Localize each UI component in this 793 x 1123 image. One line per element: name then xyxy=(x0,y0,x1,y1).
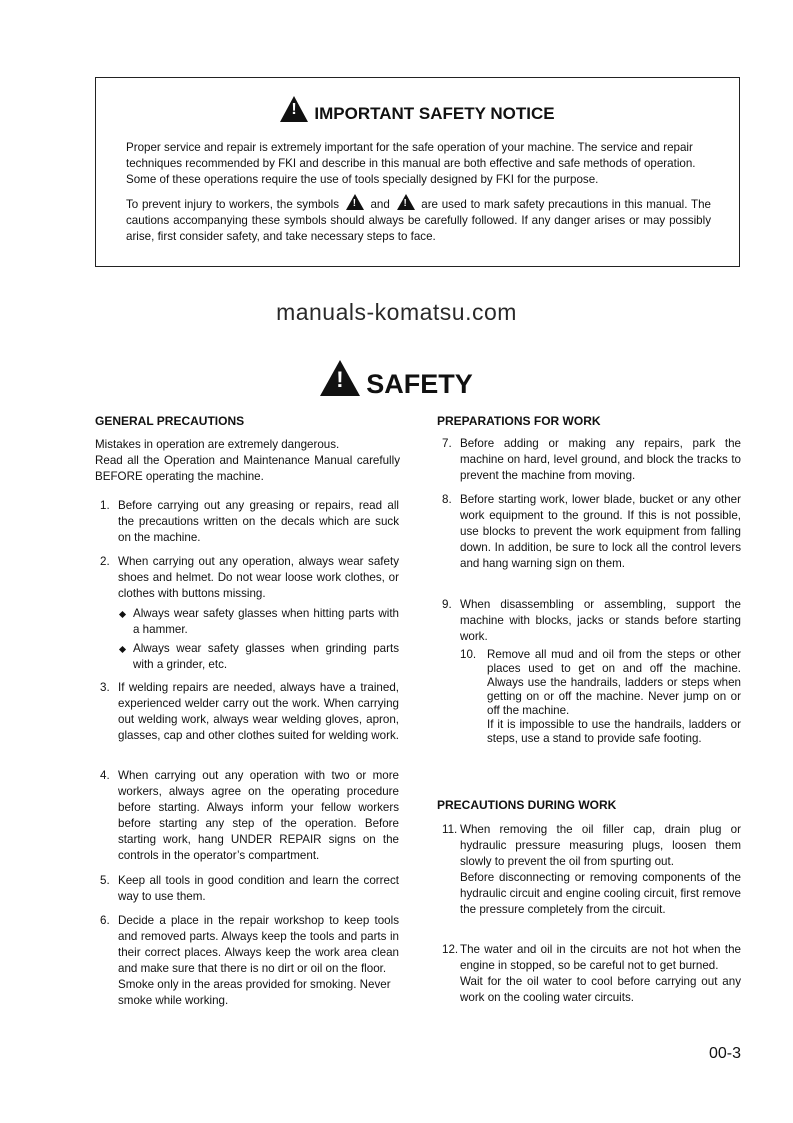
safety-title xyxy=(0,360,793,402)
item-text: When carrying out any operation with two or more workers, always agree on the operating procedure before starting. Always inform your fellow workers before starting any step of the operation. Before starting work, hang UNDER REPAIR signs on the controls in the operator’s compartment. xyxy=(118,769,399,862)
item-number: 11. xyxy=(442,823,458,836)
list-item xyxy=(442,822,741,918)
item-text: Decide a place in the repair workshop to keep tools and removed parts. Always keep the tools and parts in their correct places. Always keep the work area clean and make sure that there is no dirt or oil on the floor. xyxy=(118,914,399,975)
item-number: 4. xyxy=(100,769,110,782)
notice-title-text: IMPORTANT SAFETY NOTICE xyxy=(314,104,555,123)
warning-triangle-icon xyxy=(280,96,308,122)
item-number: 9. xyxy=(442,598,452,611)
item-number: 5. xyxy=(100,874,110,887)
list-item xyxy=(442,597,741,645)
item-number: 3. xyxy=(100,681,110,694)
bullet-text: Always wear safety glasses when grinding parts with a grinder, etc. xyxy=(133,642,399,671)
bullet-icon xyxy=(119,646,126,653)
item-number: 10. xyxy=(460,648,477,661)
notice-p2b: and xyxy=(370,198,390,211)
item-number: 2. xyxy=(100,555,110,568)
notice-p2c: are used to mark safety precautions in this manual. The cautions accompanying these symbols should always be carefully followed. If any danger arises or may possibly arise, first consider safety, and take necessary steps to face. xyxy=(126,198,711,243)
item-text: Remove all mud and oil from the steps or other places used to get on and off the machine. Always use the handrails, ladders or steps when getting on or off the machine. Never jump on or off the machine. xyxy=(487,648,741,717)
item-text: When removing the oil filler cap, drain plug or hydraulic pressure measuring plugs, loosen them slowly to prevent the oil from spurting out. xyxy=(460,823,741,868)
item-text: If welding repairs are needed, always have a trained, experienced welder carry out the work. When carrying out welding work, always wear welding gloves, apron, glasses, cap and other clothes suited for welding work. xyxy=(118,681,399,742)
list-item xyxy=(100,913,399,1009)
precautions-during-work-heading: PRECAUTIONS DURING WORK xyxy=(437,798,617,812)
list-item xyxy=(442,942,741,1006)
item-text-2: Before disconnecting or removing components of the hydraulic circuit and engine cooling circuit, first remove the pressure completely from the circuit. xyxy=(460,871,741,916)
page-number: 00-3 xyxy=(708,1045,741,1062)
general-intro xyxy=(95,437,400,485)
warning-triangle-icon xyxy=(320,360,360,396)
item-text-2: Smoke only in the areas provided for smoking. Never smoke while working. xyxy=(118,978,391,1007)
list-item xyxy=(100,554,399,602)
danger-symbol-icon xyxy=(397,194,415,210)
list-item xyxy=(100,768,399,864)
list-item xyxy=(100,498,399,546)
intro-line-2: Read all the Operation and Maintenance Manual carefully BEFORE operating the machine. xyxy=(95,454,400,483)
watermark: manuals-komatsu.com xyxy=(276,299,517,325)
list-item xyxy=(442,436,741,484)
list-item xyxy=(460,648,741,746)
safety-title-text: SAFETY xyxy=(366,369,473,399)
item-text: Before adding or making any repairs, park the machine on hard, level ground, and block the tracks to prevent the machine from moving. xyxy=(460,437,741,482)
item-number: 1. xyxy=(100,499,110,512)
intro-line-1: Mistakes in operation are extremely dangerous. xyxy=(95,438,340,451)
item-number: 8. xyxy=(442,493,452,506)
list-item xyxy=(100,680,399,744)
notice-title xyxy=(96,96,739,122)
bullet-item xyxy=(133,606,399,638)
item-text: Keep all tools in good condition and learn the correct way to use them. xyxy=(118,874,399,903)
item-text-2: Wait for the oil water to cool before carrying out any work on the cooling water circuits. xyxy=(460,975,741,1004)
notice-p2a: To prevent injury to workers, the symbols xyxy=(126,198,340,211)
bullet-text: Always wear safety glasses when hitting parts with a hammer. xyxy=(133,607,399,636)
warning-triangle-icon xyxy=(346,194,364,210)
item-text-2: If it is impossible to use the handrails, ladders or steps, use a stand to provide safe footing. xyxy=(487,718,741,745)
item-number: 12. xyxy=(442,943,459,956)
bullet-item xyxy=(133,641,399,673)
notice-paragraph-2 xyxy=(126,194,711,245)
bullet-icon xyxy=(119,611,126,618)
important-safety-notice-box xyxy=(95,77,740,267)
notice-paragraph-1: Proper service and repair is extremely important for the safe operation of your machine. The service and repair techniques recommended by FKI and describe in this manual are both effective and safe methods of operation. Some of these operations require the use of tools specially designed by FKI for the purpose. xyxy=(126,141,696,186)
item-text: Before starting work, lower blade, bucket or any other work equipment to the ground. If this is not possible, use blocks to prevent the work equipment from falling down. In addition, be sure to lock all the control levers and hang warning sign on them. xyxy=(460,493,741,570)
preparations-heading: PREPARATIONS FOR WORK xyxy=(437,414,601,428)
general-precautions-heading: GENERAL PRECAUTIONS xyxy=(95,414,245,428)
item-number: 6. xyxy=(100,914,110,927)
item-number: 7. xyxy=(442,437,452,450)
item-text: When carrying out any operation, always wear safety shoes and helmet. Do not wear loose work clothes, or clothes with buttons missing. xyxy=(118,555,399,600)
item-text: The water and oil in the circuits are not hot when the engine in stopped, so be careful not to get burned. xyxy=(460,943,741,972)
list-item xyxy=(442,492,741,572)
item-text: Before carrying out any greasing or repairs, read all the precautions written on the decals which are suck on the machine. xyxy=(118,499,399,544)
list-item xyxy=(100,873,399,905)
item-text: When disassembling or assembling, support the machine with blocks, jacks or stands before starting work. xyxy=(460,598,741,643)
